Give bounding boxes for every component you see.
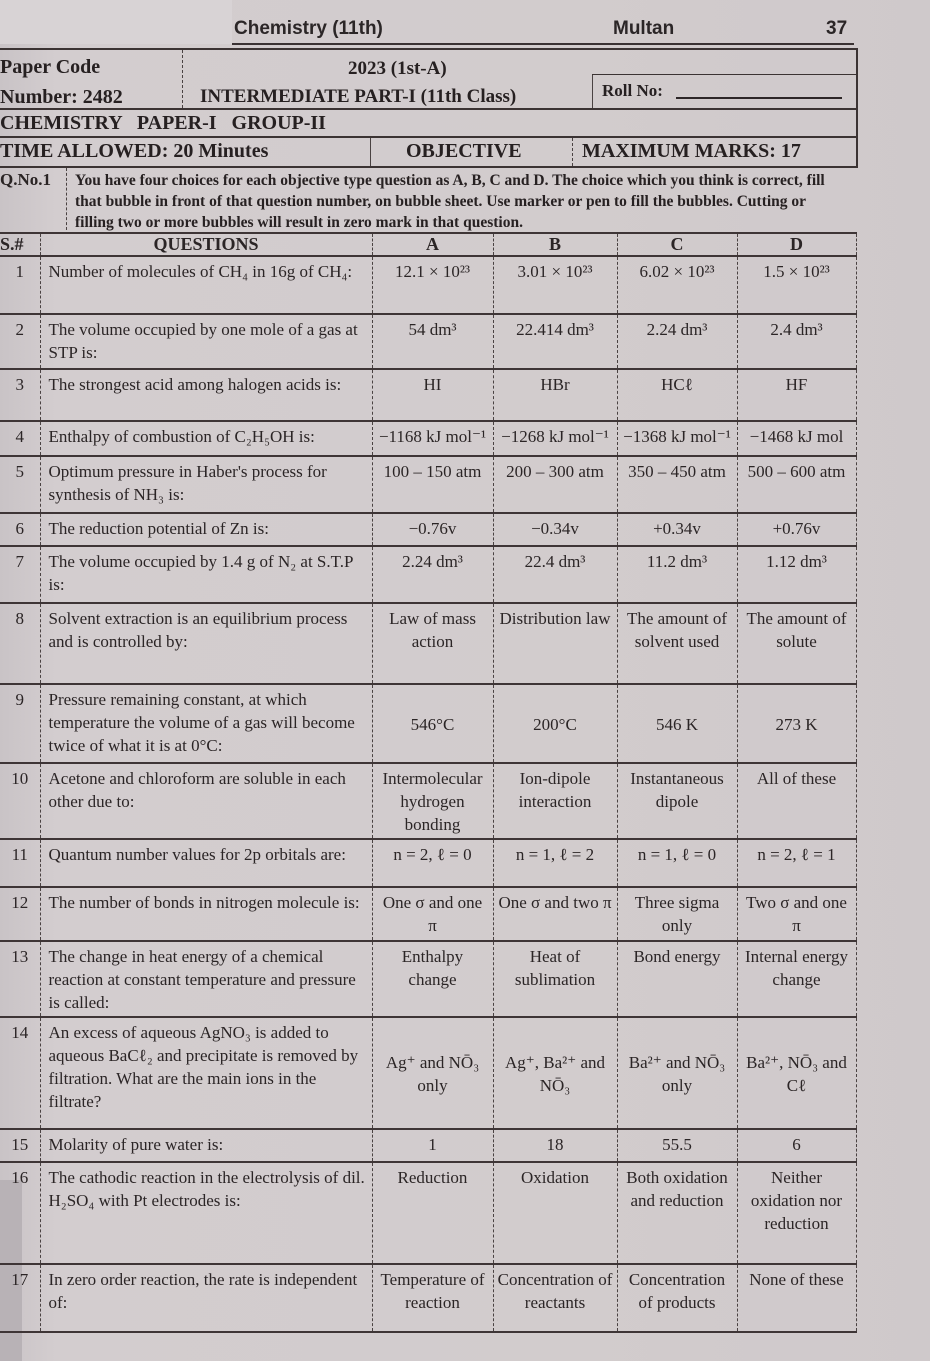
option-c: Ba²⁺ and NŌ₃ only	[617, 1017, 737, 1129]
question-number-label: Q.No.1	[0, 170, 51, 189]
option-d: 6	[737, 1129, 856, 1162]
option-b: 22.4 dm³	[493, 546, 617, 603]
table-row	[0, 456, 856, 513]
option-d: The amount of solute	[737, 603, 856, 684]
option-a: −1168 kJ mol⁻¹	[372, 421, 493, 456]
question-serial: 10	[0, 763, 40, 839]
table-row	[0, 1017, 856, 1129]
option-a: −0.76v	[372, 513, 493, 546]
question-text: The number of bonds in nitrogen molecule is:	[40, 887, 372, 941]
option-c: 6.02 × 10²³	[617, 256, 737, 314]
page-number: 37	[826, 18, 848, 39]
question-serial: 16	[0, 1162, 40, 1264]
option-d: All of these	[737, 763, 856, 839]
question-serial: 12	[0, 887, 40, 941]
option-c: Concentration of products	[617, 1264, 737, 1332]
running-head-board: Multan	[613, 18, 675, 39]
option-d: −1468 kJ mol	[737, 421, 856, 456]
column-header-d: D	[737, 233, 856, 256]
question-text: Molarity of pure water is:	[40, 1129, 372, 1162]
table-row	[0, 314, 856, 369]
question-text: In zero order reaction, the rate is independent of:	[40, 1264, 372, 1332]
option-c: Instantaneous dipole	[617, 763, 737, 839]
table-row	[0, 941, 856, 1017]
option-d: 2.4 dm³	[737, 314, 856, 369]
table-row	[0, 256, 856, 314]
question-text: Quantum number values for 2p orbitals are:	[40, 839, 372, 887]
instructions-text: You have four choices for each objective type question as A, B, C and D. The choice which you think is correct, fill that bubble in front of that question number, on bubble sheet. Use marker or pen to fill the bubbles. Cutting or filling two or more bubbles will result in zero mark in that question.	[75, 172, 825, 231]
table-row	[0, 546, 856, 603]
option-a: 12.1 × 10²³	[372, 256, 493, 314]
roll-box-top	[592, 74, 856, 75]
question-serial: 3	[0, 369, 40, 421]
instructions-divider	[66, 168, 67, 230]
question-text: Solvent extraction is an equilibrium process and is controlled by:	[40, 603, 372, 684]
option-a: One σ and one π	[372, 887, 493, 941]
question-serial: 13	[0, 941, 40, 1017]
option-b: 200°C	[493, 684, 617, 763]
time-allowed: TIME ALLOWED: 20 Minutes	[0, 140, 269, 162]
roll-divider	[592, 74, 593, 108]
table-row	[0, 1162, 856, 1264]
option-a: Intermolecular hydrogen bonding	[372, 763, 493, 839]
running-head-rule	[232, 43, 854, 45]
roll-no-label: Roll No:	[602, 81, 663, 100]
option-d: 1.12 dm³	[737, 546, 856, 603]
option-b: 18	[493, 1129, 617, 1162]
option-a: n = 2, ℓ = 0	[372, 839, 493, 887]
header-divider	[182, 50, 183, 108]
table-row	[0, 1264, 856, 1332]
option-a: Reduction	[372, 1162, 493, 1264]
option-a: Law of mass action	[372, 603, 493, 684]
question-text: The volume occupied by one mole of a gas at STP is:	[40, 314, 372, 369]
option-d: Ba²⁺, NŌ₃ and Cℓ	[737, 1017, 856, 1129]
option-b: Heat of sublimation	[493, 941, 617, 1017]
question-serial: 5	[0, 456, 40, 513]
option-d: n = 2, ℓ = 1	[737, 839, 856, 887]
option-c: −1368 kJ mol⁻¹	[617, 421, 737, 456]
option-c: 2.24 dm³	[617, 314, 737, 369]
option-d: 1.5 × 10²³	[737, 256, 856, 314]
header-rule-3	[0, 166, 856, 168]
option-c: The amount of solvent used	[617, 603, 737, 684]
option-a: 2.24 dm³	[372, 546, 493, 603]
question-serial: 6	[0, 513, 40, 546]
question-text: The strongest acid among halogen acids is:	[40, 369, 372, 421]
paper-code-label: Paper Code	[0, 56, 101, 78]
question-text: The cathodic reaction in the electrolysis of dil. H₂SO₄ with Pt electrodes is:	[40, 1162, 372, 1264]
paper-code-number: Number: 2482	[0, 86, 123, 108]
option-b: Ion-dipole interaction	[493, 763, 617, 839]
question-serial: 1	[0, 256, 40, 314]
table-row	[0, 887, 856, 941]
question-text: The change in heat energy of a chemical reaction at constant temperature and pressure is called:	[40, 941, 372, 1017]
option-c: 11.2 dm³	[617, 546, 737, 603]
question-serial: 11	[0, 839, 40, 887]
table-row	[0, 603, 856, 684]
option-d: Neither oxidation nor reduction	[737, 1162, 856, 1264]
question-serial: 4	[0, 421, 40, 456]
header-rule-2	[0, 136, 856, 138]
question-text: An excess of aqueous AgNO₃ is added to aqueous BaCℓ₂ and precipitate is removed by filtration. What are the main ions in the filtrate?	[40, 1017, 372, 1129]
option-d: 500 – 600 atm	[737, 456, 856, 513]
table-row	[0, 1129, 856, 1162]
option-d: Two σ and one π	[737, 887, 856, 941]
option-a: Enthalpy change	[372, 941, 493, 1017]
header-rule-1	[0, 108, 856, 110]
option-b: Oxidation	[493, 1162, 617, 1264]
question-serial: 14	[0, 1017, 40, 1129]
option-c: HCℓ	[617, 369, 737, 421]
option-d: HF	[737, 369, 856, 421]
column-header-questions: QUESTIONS	[40, 233, 372, 256]
option-c: Both oxidation and reduction	[617, 1162, 737, 1264]
option-a: 1	[372, 1129, 493, 1162]
option-b: 200 – 300 atm	[493, 456, 617, 513]
option-c: 546 K	[617, 684, 737, 763]
option-c: 55.5	[617, 1129, 737, 1162]
table-header-row	[0, 233, 856, 256]
section-label: OBJECTIVE	[406, 140, 522, 162]
question-text: Number of molecules of CH₄ in 16g of CH₄:	[40, 256, 372, 314]
running-head-subject: Chemistry (11th)	[234, 18, 383, 39]
option-d: +0.76v	[737, 513, 856, 546]
question-text: The volume occupied by 1.4 g of N₂ at S.T.P is:	[40, 546, 372, 603]
table-row	[0, 369, 856, 421]
header-divider-3	[572, 138, 573, 166]
option-a: 546°C	[372, 684, 493, 763]
question-text: Optimum pressure in Haber's process for synthesis of NH₃ is:	[40, 456, 372, 513]
max-marks: MAXIMUM MARKS: 17	[582, 140, 801, 162]
option-b: n = 1, ℓ = 2	[493, 839, 617, 887]
option-b: HBr	[493, 369, 617, 421]
question-serial: 2	[0, 314, 40, 369]
header-divider-2	[370, 138, 371, 166]
column-header-a: A	[372, 233, 493, 256]
option-c: 350 – 450 atm	[617, 456, 737, 513]
year-session: 2023 (1st-A)	[348, 58, 447, 79]
question-serial: 8	[0, 603, 40, 684]
question-text: Pressure remaining constant, at which temperature the volume of a gas will become twice of what it is at 0°C:	[40, 684, 372, 763]
table-row	[0, 763, 856, 839]
column-header-c: C	[617, 233, 737, 256]
question-text: The reduction potential of Zn is:	[40, 513, 372, 546]
option-a: HI	[372, 369, 493, 421]
table-row	[0, 421, 856, 456]
option-c: n = 1, ℓ = 0	[617, 839, 737, 887]
question-text: Enthalpy of combustion of C₂H₅OH is:	[40, 421, 372, 456]
option-b: Ag⁺, Ba²⁺ and NŌ₃	[493, 1017, 617, 1129]
question-serial: 9	[0, 684, 40, 763]
option-d: None of these	[737, 1264, 856, 1332]
option-a: 54 dm³	[372, 314, 493, 369]
question-text: Acetone and chloroform are soluble in each other due to:	[40, 763, 372, 839]
roll-no-field[interactable]	[676, 97, 842, 99]
option-a: 100 – 150 atm	[372, 456, 493, 513]
questions-table	[0, 232, 857, 1333]
column-header-sn: S.#	[0, 233, 40, 256]
column-header-b: B	[493, 233, 617, 256]
option-c: Three sigma only	[617, 887, 737, 941]
option-d: Internal energy change	[737, 941, 856, 1017]
blank-corner	[0, 0, 232, 44]
option-b: 3.01 × 10²³	[493, 256, 617, 314]
option-b: 22.414 dm³	[493, 314, 617, 369]
table-row	[0, 684, 856, 763]
option-b: One σ and two π	[493, 887, 617, 941]
option-c: Bond energy	[617, 941, 737, 1017]
option-b: Concentration of reactants	[493, 1264, 617, 1332]
option-c: +0.34v	[617, 513, 737, 546]
option-b: Distribution law	[493, 603, 617, 684]
table-row	[0, 839, 856, 887]
option-b: −1268 kJ mol⁻¹	[493, 421, 617, 456]
question-serial: 17	[0, 1264, 40, 1332]
option-d: 273 K	[737, 684, 856, 763]
exam-title: INTERMEDIATE PART-I (11th Class)	[200, 86, 517, 107]
table-row	[0, 513, 856, 546]
question-serial: 15	[0, 1129, 40, 1162]
question-serial: 7	[0, 546, 40, 603]
option-b: −0.34v	[493, 513, 617, 546]
option-a: Ag⁺ and NŌ₃ only	[372, 1017, 493, 1129]
subject-line: CHEMISTRY PAPER-I GROUP-II	[0, 112, 326, 134]
option-a: Temperature of reaction	[372, 1264, 493, 1332]
